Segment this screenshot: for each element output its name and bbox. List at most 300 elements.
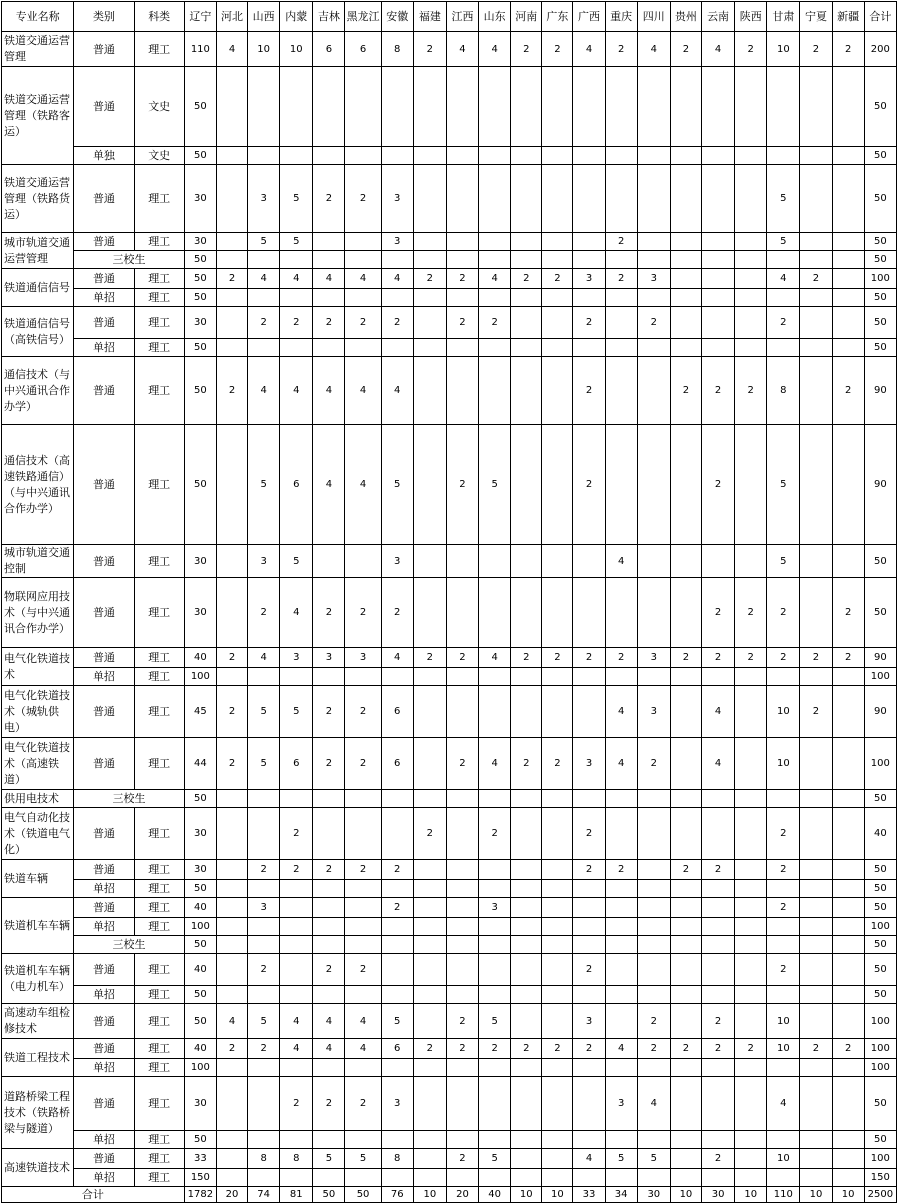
quota-cell [670, 954, 701, 986]
quota-cell [313, 790, 345, 808]
quota-cell: 2 [511, 32, 542, 67]
row-total-cell: 50 [864, 233, 896, 251]
quota-cell [446, 860, 478, 880]
quota-cell: 2 [511, 269, 542, 289]
type-cell: 普通 [74, 1039, 134, 1059]
column-total-cell: 34 [605, 1187, 637, 1203]
quota-cell: 3 [573, 738, 605, 790]
quota-cell: 2 [345, 954, 381, 986]
quota-cell [248, 936, 280, 954]
quota-cell: 4 [573, 32, 605, 67]
quota-cell: 2 [216, 269, 247, 289]
quota-cell [735, 425, 767, 545]
table-row [2, 67, 897, 147]
quota-cell [735, 1059, 767, 1077]
column-total-cell: 110 [767, 1187, 800, 1203]
column-total-cell: 50 [345, 1187, 381, 1203]
quota-cell [216, 339, 247, 357]
quota-cell: 2 [216, 357, 247, 425]
quota-cell: 4 [345, 269, 381, 289]
column-header: 江西 [446, 2, 478, 32]
quota-cell: 5 [280, 233, 313, 251]
quota-cell [313, 668, 345, 686]
quota-cell [511, 1149, 542, 1169]
quota-cell [800, 954, 832, 986]
quota-cell: 5 [381, 425, 413, 545]
column-header: 山西 [248, 2, 280, 32]
quota-cell [248, 986, 280, 1004]
quota-cell: 2 [767, 954, 800, 986]
quota-cell [511, 898, 542, 918]
quota-cell: 2 [670, 648, 701, 668]
quota-cell [479, 357, 511, 425]
quota-cell [637, 860, 670, 880]
quota-cell [345, 1059, 381, 1077]
type-cell: 单招 [74, 918, 134, 936]
quota-cell [313, 808, 345, 860]
column-header: 福建 [413, 2, 446, 32]
column-header: 类别 [74, 2, 134, 32]
quota-cell [800, 357, 832, 425]
subject-cell: 理工 [134, 1169, 184, 1187]
column-total-cell: 10 [735, 1187, 767, 1203]
quota-cell [800, 808, 832, 860]
quota-cell [735, 880, 767, 898]
quota-cell [446, 1169, 478, 1187]
column-header: 科类 [134, 2, 184, 32]
quota-cell [345, 880, 381, 898]
quota-cell: 2 [511, 738, 542, 790]
quota-cell [542, 790, 573, 808]
type-cell: 普通 [74, 738, 134, 790]
quota-cell: 50 [184, 357, 216, 425]
type-cell: 单招 [74, 1131, 134, 1149]
table-row [2, 165, 897, 233]
quota-cell: 5 [767, 545, 800, 578]
table-row [2, 898, 897, 918]
quota-cell: 8 [767, 357, 800, 425]
subject-cell: 理工 [134, 954, 184, 986]
quota-cell: 3 [573, 269, 605, 289]
quota-cell: 4 [381, 269, 413, 289]
quota-cell: 6 [280, 425, 313, 545]
quota-cell [345, 668, 381, 686]
quota-cell [280, 668, 313, 686]
quota-cell [345, 147, 381, 165]
quota-cell [702, 808, 735, 860]
quota-cell [605, 147, 637, 165]
row-total-cell: 100 [864, 269, 896, 289]
quota-cell [216, 251, 247, 269]
quota-cell [735, 165, 767, 233]
row-total-cell: 100 [864, 1039, 896, 1059]
quota-cell [542, 233, 573, 251]
type-cell: 普通 [74, 1004, 134, 1039]
quota-cell [280, 880, 313, 898]
quota-cell: 3 [637, 686, 670, 738]
quota-cell: 2 [573, 648, 605, 668]
major-name-cell: 供用电技术 [2, 790, 74, 808]
quota-cell: 2 [216, 648, 247, 668]
quota-cell: 2 [573, 860, 605, 880]
quota-cell [767, 1169, 800, 1187]
major-name-cell: 铁道交通运营管理 [2, 32, 74, 67]
quota-cell [702, 1169, 735, 1187]
type-cell: 普通 [74, 307, 134, 339]
quota-cell [605, 357, 637, 425]
quota-cell [573, 251, 605, 269]
quota-cell [767, 251, 800, 269]
quota-cell: 2 [735, 648, 767, 668]
quota-cell: 5 [248, 686, 280, 738]
quota-cell: 2 [248, 954, 280, 986]
row-total-cell: 50 [864, 1131, 896, 1149]
row-total-cell: 50 [864, 1077, 896, 1131]
quota-cell [511, 339, 542, 357]
quota-cell: 5 [767, 425, 800, 545]
quota-cell: 2 [800, 648, 832, 668]
quota-cell: 4 [637, 32, 670, 67]
quota-cell [542, 578, 573, 648]
quota-cell: 2 [605, 233, 637, 251]
quota-cell [735, 545, 767, 578]
quota-cell: 8 [280, 1149, 313, 1169]
quota-cell: 2 [313, 954, 345, 986]
table-row [2, 738, 897, 790]
quota-cell [446, 808, 478, 860]
quota-cell [605, 880, 637, 898]
quota-cell [511, 165, 542, 233]
quota-cell [637, 954, 670, 986]
quota-cell: 6 [381, 738, 413, 790]
quota-cell: 5 [248, 738, 280, 790]
quota-cell: 2 [767, 578, 800, 648]
quota-cell [479, 289, 511, 307]
quota-cell [573, 165, 605, 233]
quota-cell: 2 [345, 686, 381, 738]
quota-cell [573, 147, 605, 165]
quota-cell: 50 [184, 790, 216, 808]
quota-cell: 10 [767, 32, 800, 67]
quota-cell: 3 [479, 898, 511, 918]
quota-cell [479, 545, 511, 578]
type-cell: 三校生 [74, 790, 184, 808]
quota-cell [670, 147, 701, 165]
quota-cell [446, 233, 478, 251]
quota-cell [670, 269, 701, 289]
quota-cell [479, 686, 511, 738]
row-total-cell: 50 [864, 860, 896, 880]
quota-cell: 2 [767, 307, 800, 339]
quota-cell [637, 898, 670, 918]
quota-cell [735, 339, 767, 357]
quota-cell [735, 790, 767, 808]
quota-cell: 4 [313, 357, 345, 425]
quota-cell: 2 [313, 165, 345, 233]
quota-cell: 50 [184, 289, 216, 307]
quota-cell [735, 1149, 767, 1169]
quota-cell [605, 918, 637, 936]
major-name-cell: 物联网应用技术（与中兴通讯合作办学） [2, 578, 74, 648]
quota-cell [248, 808, 280, 860]
quota-cell [280, 790, 313, 808]
column-header: 河南 [511, 2, 542, 32]
quota-cell [637, 165, 670, 233]
quota-cell: 2 [767, 648, 800, 668]
quota-cell [637, 251, 670, 269]
enrollment-plan-table [1, 1, 897, 1203]
quota-cell [345, 918, 381, 936]
quota-cell [832, 165, 864, 233]
quota-cell [413, 918, 446, 936]
quota-cell: 4 [381, 648, 413, 668]
quota-cell [605, 1004, 637, 1039]
table-row [2, 233, 897, 251]
quota-cell [345, 986, 381, 1004]
quota-cell: 150 [184, 1169, 216, 1187]
quota-cell [542, 147, 573, 165]
quota-cell [313, 233, 345, 251]
quota-cell: 100 [184, 1059, 216, 1077]
quota-cell [248, 668, 280, 686]
major-name-cell: 铁道交通运营管理（铁路货运） [2, 165, 74, 233]
quota-cell [216, 1131, 247, 1149]
quota-cell [280, 986, 313, 1004]
quota-cell [800, 233, 832, 251]
quota-cell [216, 233, 247, 251]
quota-cell [702, 307, 735, 339]
quota-cell [381, 1131, 413, 1149]
quota-cell [573, 578, 605, 648]
quota-cell [767, 880, 800, 898]
quota-cell [345, 339, 381, 357]
major-name-cell: 铁道工程技术 [2, 1039, 74, 1077]
quota-cell [767, 936, 800, 954]
subject-cell: 理工 [134, 1059, 184, 1077]
quota-cell [573, 1059, 605, 1077]
subject-cell: 理工 [134, 986, 184, 1004]
quota-cell [767, 986, 800, 1004]
table-row [2, 986, 897, 1004]
quota-cell: 2 [313, 578, 345, 648]
row-total-cell: 50 [864, 307, 896, 339]
type-cell: 普通 [74, 648, 134, 668]
quota-cell [313, 936, 345, 954]
quota-cell [800, 578, 832, 648]
quota-cell: 2 [670, 357, 701, 425]
quota-cell: 2 [735, 32, 767, 67]
quota-cell [446, 289, 478, 307]
quota-cell [313, 251, 345, 269]
quota-cell [446, 545, 478, 578]
type-cell: 普通 [74, 32, 134, 67]
quota-cell [832, 1169, 864, 1187]
quota-cell: 2 [832, 357, 864, 425]
quota-cell [381, 1169, 413, 1187]
row-total-cell: 100 [864, 918, 896, 936]
quota-cell [605, 307, 637, 339]
quota-cell: 50 [184, 67, 216, 147]
quota-cell [345, 251, 381, 269]
quota-cell [702, 986, 735, 1004]
quota-cell [511, 668, 542, 686]
quota-cell: 30 [184, 808, 216, 860]
quota-cell [511, 67, 542, 147]
quota-cell: 2 [345, 578, 381, 648]
quota-cell [637, 880, 670, 898]
quota-cell [280, 1169, 313, 1187]
row-total-cell: 40 [864, 808, 896, 860]
column-total-cell: 76 [381, 1187, 413, 1203]
quota-cell: 4 [280, 1004, 313, 1039]
quota-cell [800, 545, 832, 578]
subject-cell: 理工 [134, 1149, 184, 1169]
quota-cell: 4 [479, 32, 511, 67]
quota-cell: 4 [345, 1039, 381, 1059]
quota-cell [605, 425, 637, 545]
quota-cell: 5 [605, 1149, 637, 1169]
quota-cell [280, 147, 313, 165]
type-cell: 单招 [74, 880, 134, 898]
quota-cell: 4 [479, 738, 511, 790]
quota-cell: 50 [184, 880, 216, 898]
quota-cell [767, 918, 800, 936]
type-cell: 单招 [74, 1059, 134, 1077]
quota-cell: 2 [313, 738, 345, 790]
quota-cell [670, 686, 701, 738]
major-name-cell: 电气化铁道技术（高速铁道） [2, 738, 74, 790]
quota-cell [216, 790, 247, 808]
quota-cell: 5 [767, 165, 800, 233]
quota-cell [216, 578, 247, 648]
quota-cell: 4 [605, 545, 637, 578]
quota-cell [542, 686, 573, 738]
quota-cell: 2 [479, 307, 511, 339]
type-cell: 普通 [74, 233, 134, 251]
quota-cell [413, 880, 446, 898]
quota-cell [511, 1131, 542, 1149]
quota-cell [216, 986, 247, 1004]
quota-cell [670, 918, 701, 936]
quota-cell [511, 545, 542, 578]
quota-cell [479, 880, 511, 898]
quota-cell: 2 [605, 860, 637, 880]
quota-cell: 2 [413, 269, 446, 289]
type-cell: 普通 [74, 860, 134, 880]
quota-cell [735, 1004, 767, 1039]
quota-cell [735, 668, 767, 686]
quota-cell [637, 545, 670, 578]
quota-cell: 10 [767, 1004, 800, 1039]
quota-cell: 3 [381, 545, 413, 578]
quota-cell [313, 147, 345, 165]
table-row [2, 1169, 897, 1187]
quota-cell: 5 [479, 425, 511, 545]
row-total-cell: 50 [864, 790, 896, 808]
quota-cell [800, 251, 832, 269]
quota-cell [670, 898, 701, 918]
quota-cell: 50 [184, 1004, 216, 1039]
column-header: 陕西 [735, 2, 767, 32]
quota-cell [280, 918, 313, 936]
table-row [2, 1131, 897, 1149]
quota-cell: 4 [345, 357, 381, 425]
quota-cell: 5 [637, 1149, 670, 1169]
quota-cell [381, 147, 413, 165]
quota-cell: 3 [248, 545, 280, 578]
quota-cell: 5 [248, 425, 280, 545]
major-name-cell: 电气化铁道技术（城轨供电） [2, 686, 74, 738]
quota-cell [800, 425, 832, 545]
quota-cell [446, 147, 478, 165]
quota-cell [345, 808, 381, 860]
quota-cell [637, 918, 670, 936]
quota-cell: 30 [184, 578, 216, 648]
quota-cell [511, 936, 542, 954]
quota-cell [542, 1169, 573, 1187]
quota-cell: 3 [637, 648, 670, 668]
quota-cell [511, 425, 542, 545]
quota-cell [702, 269, 735, 289]
quota-cell: 44 [184, 738, 216, 790]
quota-cell [345, 233, 381, 251]
quota-cell [542, 251, 573, 269]
quota-cell: 2 [345, 860, 381, 880]
type-cell: 单招 [74, 289, 134, 307]
quota-cell: 2 [479, 1039, 511, 1059]
quota-cell: 2 [446, 1004, 478, 1039]
quota-cell [446, 578, 478, 648]
quota-cell [800, 1004, 832, 1039]
quota-cell [637, 1131, 670, 1149]
type-cell: 单招 [74, 339, 134, 357]
quota-cell [280, 251, 313, 269]
quota-cell: 100 [184, 918, 216, 936]
quota-cell [413, 686, 446, 738]
table-row [2, 339, 897, 357]
quota-cell [605, 936, 637, 954]
quota-cell [413, 986, 446, 1004]
table-row [2, 289, 897, 307]
quota-cell [313, 1059, 345, 1077]
major-name-cell: 高速动车组检修技术 [2, 1004, 74, 1039]
quota-cell [446, 790, 478, 808]
table-row [2, 251, 897, 269]
quota-cell: 2 [313, 860, 345, 880]
quota-cell [767, 67, 800, 147]
quota-cell: 2 [248, 1039, 280, 1059]
quota-cell [511, 808, 542, 860]
quota-cell [605, 1131, 637, 1149]
quota-cell [479, 954, 511, 986]
quota-cell: 8 [248, 1149, 280, 1169]
quota-cell: 6 [313, 32, 345, 67]
quota-cell [832, 67, 864, 147]
column-total-cell: 50 [313, 1187, 345, 1203]
quota-cell [345, 936, 381, 954]
column-header: 黑龙江 [345, 2, 381, 32]
quota-cell [511, 986, 542, 1004]
quota-cell: 4 [702, 738, 735, 790]
subject-cell: 理工 [134, 648, 184, 668]
major-name-cell: 通信技术（与中兴通讯合作办学） [2, 357, 74, 425]
quota-cell [248, 339, 280, 357]
table-row [2, 790, 897, 808]
quota-cell: 2 [280, 860, 313, 880]
quota-cell [735, 307, 767, 339]
quota-cell [511, 918, 542, 936]
quota-cell [511, 790, 542, 808]
